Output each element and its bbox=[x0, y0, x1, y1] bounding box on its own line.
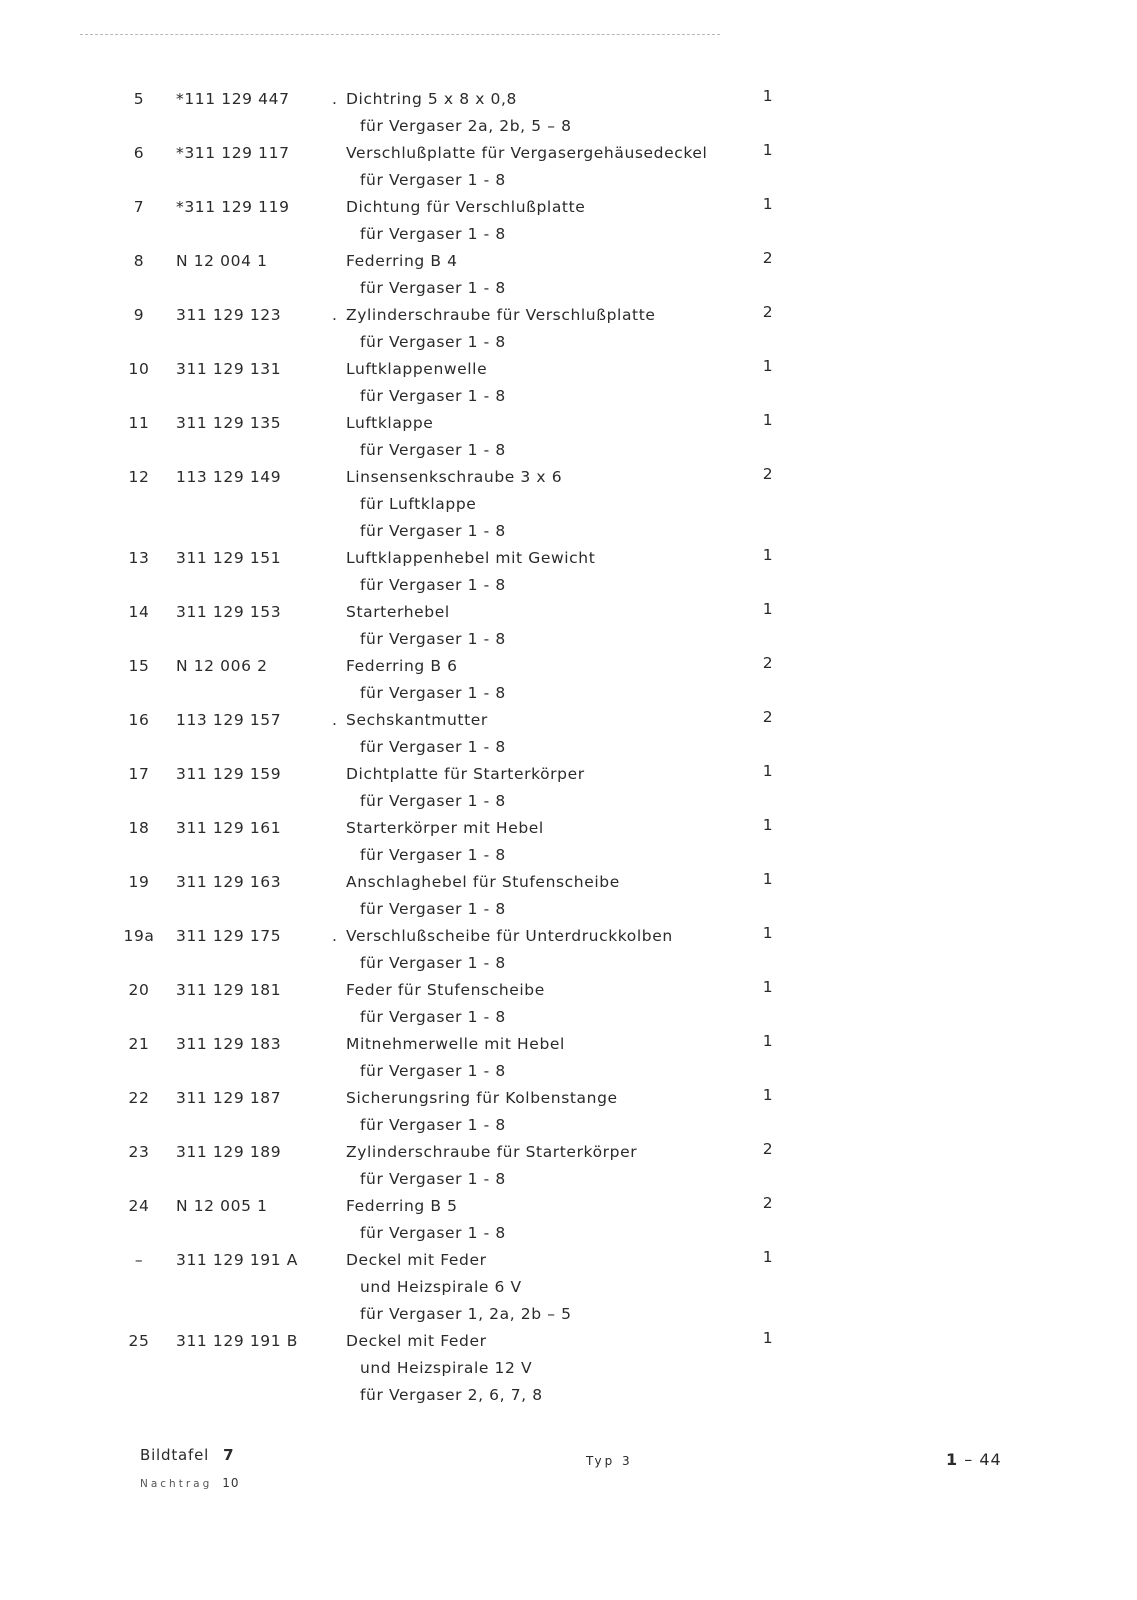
quantity: 1 bbox=[762, 546, 774, 564]
position-number: 7 bbox=[133, 198, 145, 216]
description-text: Federring B 5 bbox=[346, 1197, 458, 1215]
description-text: Luftklappenwelle bbox=[346, 360, 488, 378]
quantity: 1 bbox=[762, 87, 774, 105]
description-text: für Vergaser 2a, 2b, 5 – 8 bbox=[360, 117, 572, 135]
part-number: 311 129 187 bbox=[176, 1089, 282, 1107]
quantity: 1 bbox=[762, 1329, 774, 1347]
part-row bbox=[0, 599, 1137, 653]
description-text: Luftklappe bbox=[346, 414, 434, 432]
description-text: Luftklappenhebel mit Gewicht bbox=[346, 549, 596, 567]
quantity: 2 bbox=[762, 249, 774, 267]
part-description bbox=[332, 1247, 487, 1274]
part-description bbox=[332, 653, 458, 680]
supplement-label-text: Nachtrag bbox=[140, 1478, 213, 1490]
section-label-text: Bildtafel bbox=[140, 1446, 210, 1464]
part-main-line bbox=[0, 815, 1137, 842]
part-number: N 12 004 1 bbox=[176, 252, 268, 270]
quantity: 2 bbox=[762, 708, 774, 726]
part-main-line bbox=[0, 140, 1137, 167]
part-detail-line bbox=[0, 1382, 1137, 1409]
part-row bbox=[0, 545, 1137, 599]
part-description bbox=[332, 356, 487, 383]
description-text: für Vergaser 1 - 8 bbox=[360, 279, 506, 297]
description-text: und Heizspirale 6 V bbox=[360, 1278, 522, 1296]
part-row bbox=[0, 302, 1137, 356]
part-description bbox=[332, 410, 433, 437]
part-row bbox=[0, 977, 1137, 1031]
description-text: für Vergaser 1 - 8 bbox=[360, 1116, 506, 1134]
part-row bbox=[0, 356, 1137, 410]
quantity: 1 bbox=[762, 357, 774, 375]
part-application bbox=[332, 491, 476, 518]
part-main-line bbox=[0, 1139, 1137, 1166]
description-text: für Vergaser 1 - 8 bbox=[360, 846, 506, 864]
position-number: 18 bbox=[128, 819, 150, 837]
description-text: Zylinderschraube für Verschlußplatte bbox=[346, 306, 656, 324]
part-description bbox=[332, 1193, 458, 1220]
part-description bbox=[332, 86, 517, 113]
quantity: 1 bbox=[762, 1086, 774, 1104]
description-text: Verschlußplatte für Vergasergehäusedeckel bbox=[346, 144, 708, 162]
description-text: Sechskantmutter bbox=[346, 711, 488, 729]
part-main-line bbox=[0, 248, 1137, 275]
part-row bbox=[0, 1139, 1137, 1193]
part-detail-line bbox=[0, 1166, 1137, 1193]
part-row bbox=[0, 815, 1137, 869]
sub-item-marker: . bbox=[332, 927, 338, 945]
position-number: 13 bbox=[128, 549, 150, 567]
part-number: N 12 006 2 bbox=[176, 657, 268, 675]
position-number: 20 bbox=[128, 981, 150, 999]
part-number: 311 129 181 bbox=[176, 981, 282, 999]
part-description bbox=[332, 464, 562, 491]
top-rule bbox=[80, 34, 720, 35]
description-text: für Vergaser 1 - 8 bbox=[360, 576, 506, 594]
part-detail-line bbox=[0, 734, 1137, 761]
part-row bbox=[0, 464, 1137, 545]
position-number: 5 bbox=[133, 90, 145, 108]
part-number: *111 129 447 bbox=[176, 90, 290, 108]
part-main-line bbox=[0, 545, 1137, 572]
quantity: 1 bbox=[762, 195, 774, 213]
description-text: Mitnehmerwelle mit Hebel bbox=[346, 1035, 565, 1053]
part-number: 311 129 183 bbox=[176, 1035, 282, 1053]
position-number: 10 bbox=[128, 360, 150, 378]
supplement-number: 10 bbox=[222, 1476, 240, 1490]
description-text: Linsensenkschraube 3 x 6 bbox=[346, 468, 563, 486]
section-number: 7 bbox=[223, 1446, 235, 1464]
part-row bbox=[0, 410, 1137, 464]
part-row bbox=[0, 1085, 1137, 1139]
quantity: 1 bbox=[762, 816, 774, 834]
position-number: 23 bbox=[128, 1143, 150, 1161]
part-application bbox=[332, 842, 506, 869]
part-application bbox=[332, 221, 506, 248]
part-number: 311 129 189 bbox=[176, 1143, 282, 1161]
position-number: 16 bbox=[128, 711, 150, 729]
description-text: für Vergaser 1 - 8 bbox=[360, 954, 506, 972]
part-main-line bbox=[0, 761, 1137, 788]
description-text: Deckel mit Feder bbox=[346, 1332, 487, 1350]
part-detail-line bbox=[0, 437, 1137, 464]
page-number bbox=[946, 1450, 1002, 1469]
part-application bbox=[332, 950, 506, 977]
part-description bbox=[332, 815, 544, 842]
part-number: *311 129 119 bbox=[176, 198, 290, 216]
part-detail-line bbox=[0, 167, 1137, 194]
description-text: für Vergaser 1 - 8 bbox=[360, 333, 506, 351]
description-text: für Vergaser 2, 6, 7, 8 bbox=[360, 1386, 543, 1404]
part-main-line bbox=[0, 356, 1137, 383]
part-detail-line bbox=[0, 1355, 1137, 1382]
position-number: 14 bbox=[128, 603, 150, 621]
description-text: für Vergaser 1 - 8 bbox=[360, 738, 506, 756]
part-row bbox=[0, 923, 1137, 977]
part-description bbox=[332, 599, 450, 626]
part-description bbox=[332, 545, 595, 572]
part-main-line bbox=[0, 707, 1137, 734]
description-text: Starterkörper mit Hebel bbox=[346, 819, 544, 837]
description-text: für Vergaser 1, 2a, 2b – 5 bbox=[360, 1305, 572, 1323]
quantity: 1 bbox=[762, 924, 774, 942]
part-number: 113 129 157 bbox=[176, 711, 282, 729]
position-number: 11 bbox=[128, 414, 150, 432]
part-application bbox=[332, 1382, 543, 1409]
part-description bbox=[332, 302, 656, 329]
part-number: 311 129 191 B bbox=[176, 1332, 298, 1350]
part-application bbox=[332, 734, 506, 761]
part-main-line bbox=[0, 869, 1137, 896]
page-separator: – bbox=[964, 1450, 974, 1469]
position-number: 17 bbox=[128, 765, 150, 783]
description-text: für Vergaser 1 - 8 bbox=[360, 1008, 506, 1026]
description-text: Federring B 4 bbox=[346, 252, 458, 270]
description-text: für Vergaser 1 - 8 bbox=[360, 1170, 506, 1188]
position-number: 21 bbox=[128, 1035, 150, 1053]
position-number: 8 bbox=[133, 252, 145, 270]
description-text: Anschlaghebel für Stufenscheibe bbox=[346, 873, 620, 891]
part-application bbox=[332, 113, 572, 140]
part-detail-line bbox=[0, 113, 1137, 140]
part-row bbox=[0, 707, 1137, 761]
part-main-line bbox=[0, 1193, 1137, 1220]
part-description bbox=[332, 923, 673, 950]
position-number: 9 bbox=[133, 306, 145, 324]
description-text: für Luftklappe bbox=[360, 495, 477, 513]
part-main-line bbox=[0, 86, 1137, 113]
part-detail-line bbox=[0, 896, 1137, 923]
part-number: N 12 005 1 bbox=[176, 1197, 268, 1215]
description-text: Sicherungsring für Kolbenstange bbox=[346, 1089, 618, 1107]
part-detail-line bbox=[0, 950, 1137, 977]
part-main-line bbox=[0, 653, 1137, 680]
quantity: 2 bbox=[762, 1140, 774, 1158]
part-number: 311 129 159 bbox=[176, 765, 282, 783]
part-number: 311 129 163 bbox=[176, 873, 282, 891]
description-text: für Vergaser 1 - 8 bbox=[360, 630, 506, 648]
part-number: 113 129 149 bbox=[176, 468, 282, 486]
part-application bbox=[332, 167, 506, 194]
part-detail-line bbox=[0, 491, 1137, 518]
part-detail-line bbox=[0, 1112, 1137, 1139]
quantity: 1 bbox=[762, 141, 774, 159]
quantity: 2 bbox=[762, 1194, 774, 1212]
part-detail-line bbox=[0, 1220, 1137, 1247]
part-main-line bbox=[0, 977, 1137, 1004]
description-text: und Heizspirale 12 V bbox=[360, 1359, 533, 1377]
description-text: für Vergaser 1 - 8 bbox=[360, 792, 506, 810]
sub-item-marker: . bbox=[332, 306, 338, 324]
part-detail-line bbox=[0, 572, 1137, 599]
position-number: 19 bbox=[128, 873, 150, 891]
page-number-value: 44 bbox=[979, 1450, 1002, 1469]
part-application bbox=[332, 1220, 506, 1247]
description-text: Starterhebel bbox=[346, 603, 450, 621]
part-row bbox=[0, 248, 1137, 302]
description-text: für Vergaser 1 - 8 bbox=[360, 900, 506, 918]
part-number: 311 129 175 bbox=[176, 927, 282, 945]
parts-list bbox=[0, 86, 1137, 1409]
part-detail-line bbox=[0, 680, 1137, 707]
part-row bbox=[0, 194, 1137, 248]
part-main-line bbox=[0, 1247, 1137, 1274]
part-detail-line bbox=[0, 1274, 1137, 1301]
position-number: 12 bbox=[128, 468, 150, 486]
part-detail-line bbox=[0, 275, 1137, 302]
part-number: 311 129 161 bbox=[176, 819, 282, 837]
part-row bbox=[0, 869, 1137, 923]
part-description bbox=[332, 707, 488, 734]
description-text: Dichtplatte für Starterkörper bbox=[346, 765, 585, 783]
part-number: 311 129 135 bbox=[176, 414, 282, 432]
part-application bbox=[332, 329, 506, 356]
description-text: für Vergaser 1 - 8 bbox=[360, 522, 506, 540]
description-text: Zylinderschraube für Starterkörper bbox=[346, 1143, 638, 1161]
part-detail-line bbox=[0, 788, 1137, 815]
part-application bbox=[332, 437, 506, 464]
part-description bbox=[332, 869, 620, 896]
description-text: für Vergaser 1 - 8 bbox=[360, 1062, 506, 1080]
description-text: für Vergaser 1 - 8 bbox=[360, 684, 506, 702]
position-number: 22 bbox=[128, 1089, 150, 1107]
part-detail-line bbox=[0, 1301, 1137, 1328]
quantity: 1 bbox=[762, 762, 774, 780]
part-application bbox=[332, 788, 506, 815]
part-detail-line bbox=[0, 1004, 1137, 1031]
part-row bbox=[0, 761, 1137, 815]
part-main-line bbox=[0, 302, 1137, 329]
part-row bbox=[0, 1031, 1137, 1085]
part-application bbox=[332, 1274, 522, 1301]
quantity: 1 bbox=[762, 411, 774, 429]
page-chapter: 1 bbox=[946, 1450, 959, 1469]
part-main-line bbox=[0, 1328, 1137, 1355]
description-text: für Vergaser 1 - 8 bbox=[360, 1224, 506, 1242]
sub-item-marker: . bbox=[332, 711, 338, 729]
part-application bbox=[332, 383, 506, 410]
position-number: 25 bbox=[128, 1332, 150, 1350]
part-description bbox=[332, 194, 585, 221]
quantity: 1 bbox=[762, 600, 774, 618]
part-number: 311 129 191 A bbox=[176, 1251, 298, 1269]
sub-item-marker: . bbox=[332, 90, 338, 108]
part-main-line bbox=[0, 1085, 1137, 1112]
description-text: für Vergaser 1 - 8 bbox=[360, 387, 506, 405]
position-number: 24 bbox=[128, 1197, 150, 1215]
quantity: 2 bbox=[762, 654, 774, 672]
part-number: 311 129 151 bbox=[176, 549, 282, 567]
part-application bbox=[332, 1301, 572, 1328]
part-number: *311 129 117 bbox=[176, 144, 290, 162]
part-detail-line bbox=[0, 842, 1137, 869]
part-application bbox=[332, 1058, 506, 1085]
part-number: 311 129 153 bbox=[176, 603, 282, 621]
part-application bbox=[332, 896, 506, 923]
part-application bbox=[332, 626, 506, 653]
part-detail-line bbox=[0, 383, 1137, 410]
part-main-line bbox=[0, 410, 1137, 437]
part-application bbox=[332, 680, 506, 707]
quantity: 1 bbox=[762, 1032, 774, 1050]
part-detail-line bbox=[0, 518, 1137, 545]
part-application bbox=[332, 1004, 506, 1031]
description-text: Feder für Stufenscheibe bbox=[346, 981, 545, 999]
part-main-line bbox=[0, 1031, 1137, 1058]
part-row bbox=[0, 86, 1137, 140]
description-text: für Vergaser 1 - 8 bbox=[360, 225, 506, 243]
part-detail-line bbox=[0, 626, 1137, 653]
description-text: für Vergaser 1 - 8 bbox=[360, 171, 506, 189]
section-label bbox=[140, 1446, 234, 1464]
part-description bbox=[332, 1031, 565, 1058]
position-number: – bbox=[134, 1251, 144, 1269]
quantity: 1 bbox=[762, 1248, 774, 1266]
part-application bbox=[332, 1166, 506, 1193]
position-number: 19a bbox=[123, 927, 155, 945]
part-description bbox=[332, 1085, 618, 1112]
type-label: Typ 3 bbox=[586, 1454, 633, 1468]
part-description bbox=[332, 761, 585, 788]
part-description bbox=[332, 140, 707, 167]
part-main-line bbox=[0, 923, 1137, 950]
part-description bbox=[332, 1328, 487, 1355]
part-detail-line bbox=[0, 329, 1137, 356]
part-main-line bbox=[0, 599, 1137, 626]
part-row bbox=[0, 140, 1137, 194]
description-text: Dichtring 5 x 8 x 0,8 bbox=[346, 90, 517, 108]
part-application bbox=[332, 1112, 506, 1139]
position-number: 15 bbox=[128, 657, 150, 675]
part-detail-line bbox=[0, 1058, 1137, 1085]
quantity: 2 bbox=[762, 465, 774, 483]
supplement-label bbox=[140, 1476, 240, 1490]
part-application bbox=[332, 572, 506, 599]
quantity: 2 bbox=[762, 303, 774, 321]
quantity: 1 bbox=[762, 978, 774, 996]
description-text: Federring B 6 bbox=[346, 657, 458, 675]
part-row bbox=[0, 653, 1137, 707]
part-application bbox=[332, 518, 506, 545]
description-text: für Vergaser 1 - 8 bbox=[360, 441, 506, 459]
quantity: 1 bbox=[762, 870, 774, 888]
part-application bbox=[332, 275, 506, 302]
part-number: 311 129 131 bbox=[176, 360, 282, 378]
description-text: Deckel mit Feder bbox=[346, 1251, 487, 1269]
part-main-line bbox=[0, 194, 1137, 221]
part-main-line bbox=[0, 464, 1137, 491]
description-text: Dichtung für Verschlußplatte bbox=[346, 198, 586, 216]
part-description bbox=[332, 977, 545, 1004]
description-text: Verschlußscheibe für Unterdruckkolben bbox=[346, 927, 673, 945]
position-number: 6 bbox=[133, 144, 145, 162]
part-description bbox=[332, 1139, 637, 1166]
part-application bbox=[332, 1355, 532, 1382]
part-row bbox=[0, 1328, 1137, 1409]
part-row bbox=[0, 1193, 1137, 1247]
part-detail-line bbox=[0, 221, 1137, 248]
part-number: 311 129 123 bbox=[176, 306, 282, 324]
part-description bbox=[332, 248, 458, 275]
part-row bbox=[0, 1247, 1137, 1328]
